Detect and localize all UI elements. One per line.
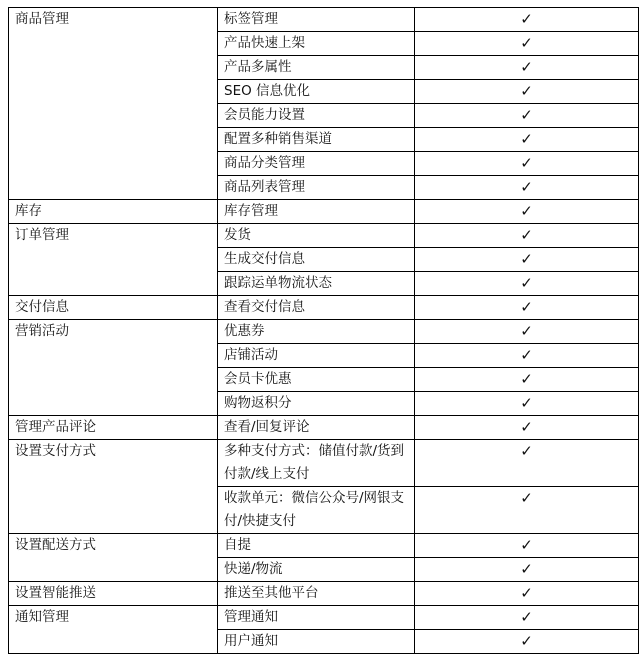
feature-cell: 产品多属性 [218,56,415,80]
feature-table-body [9,8,639,654]
feature-cell: 商品分类管理 [218,152,415,176]
feature-cell: 多种支付方式：储值付款/货到付款/线上支付 [218,440,415,487]
check-mark-icon: ✓ [415,344,639,368]
check-mark-icon: ✓ [415,606,639,630]
feature-cell: 购物返积分 [218,392,415,416]
check-mark-icon: ✓ [415,534,639,558]
check-mark-icon: ✓ [415,128,639,152]
check-mark-icon: ✓ [415,630,639,654]
check-mark-icon: ✓ [415,200,639,224]
check-mark-icon: ✓ [415,248,639,272]
feature-cell: 快递/物流 [218,558,415,582]
feature-cell: 跟踪运单物流状态 [218,272,415,296]
check-mark-icon: ✓ [415,440,639,487]
feature-cell: 配置多种销售渠道 [218,128,415,152]
table-row [9,8,639,32]
check-mark-icon: ✓ [415,152,639,176]
category-cell: 商品管理 [9,8,218,200]
check-mark-icon: ✓ [415,176,639,200]
check-mark-icon: ✓ [415,582,639,606]
category-cell: 订单管理 [9,224,218,296]
check-mark-icon: ✓ [415,80,639,104]
check-mark-icon: ✓ [415,32,639,56]
table-row [9,440,639,487]
feature-cell: 优惠券 [218,320,415,344]
category-cell: 营销活动 [9,320,218,416]
feature-cell: 推送至其他平台 [218,582,415,606]
feature-cell: 库存管理 [218,200,415,224]
check-mark-icon: ✓ [415,558,639,582]
feature-cell: 查看交付信息 [218,296,415,320]
check-mark-icon: ✓ [415,224,639,248]
feature-cell: 收款单元：微信公众号/网银支付/快捷支付 [218,487,415,534]
feature-cell: 商品列表管理 [218,176,415,200]
feature-cell: 查看/回复评论 [218,416,415,440]
check-mark-icon: ✓ [415,56,639,80]
feature-cell: 发货 [218,224,415,248]
table-row [9,296,639,320]
check-mark-icon: ✓ [415,272,639,296]
table-row [9,416,639,440]
table-row [9,606,639,630]
category-cell: 交付信息 [9,296,218,320]
check-mark-icon: ✓ [415,368,639,392]
feature-cell: 店铺活动 [218,344,415,368]
table-row [9,582,639,606]
feature-cell: 生成交付信息 [218,248,415,272]
table-row [9,534,639,558]
feature-cell: 管理通知 [218,606,415,630]
check-mark-icon: ✓ [415,392,639,416]
feature-cell: SEO 信息优化 [218,80,415,104]
feature-cell: 会员卡优惠 [218,368,415,392]
table-row [9,224,639,248]
category-cell: 管理产品评论 [9,416,218,440]
feature-cell: 标签管理 [218,8,415,32]
check-mark-icon: ✓ [415,296,639,320]
category-cell: 设置配送方式 [9,534,218,582]
feature-cell: 用户通知 [218,630,415,654]
check-mark-icon: ✓ [415,487,639,534]
category-cell: 设置支付方式 [9,440,218,534]
table-row [9,200,639,224]
feature-cell: 会员能力设置 [218,104,415,128]
feature-cell: 产品快速上架 [218,32,415,56]
category-cell: 设置智能推送 [9,582,218,606]
check-mark-icon: ✓ [415,104,639,128]
check-mark-icon: ✓ [415,320,639,344]
feature-cell: 自提 [218,534,415,558]
category-cell: 通知管理 [9,606,218,654]
check-mark-icon: ✓ [415,416,639,440]
check-mark-icon: ✓ [415,8,639,32]
table-row [9,320,639,344]
feature-table [8,7,639,654]
category-cell: 库存 [9,200,218,224]
